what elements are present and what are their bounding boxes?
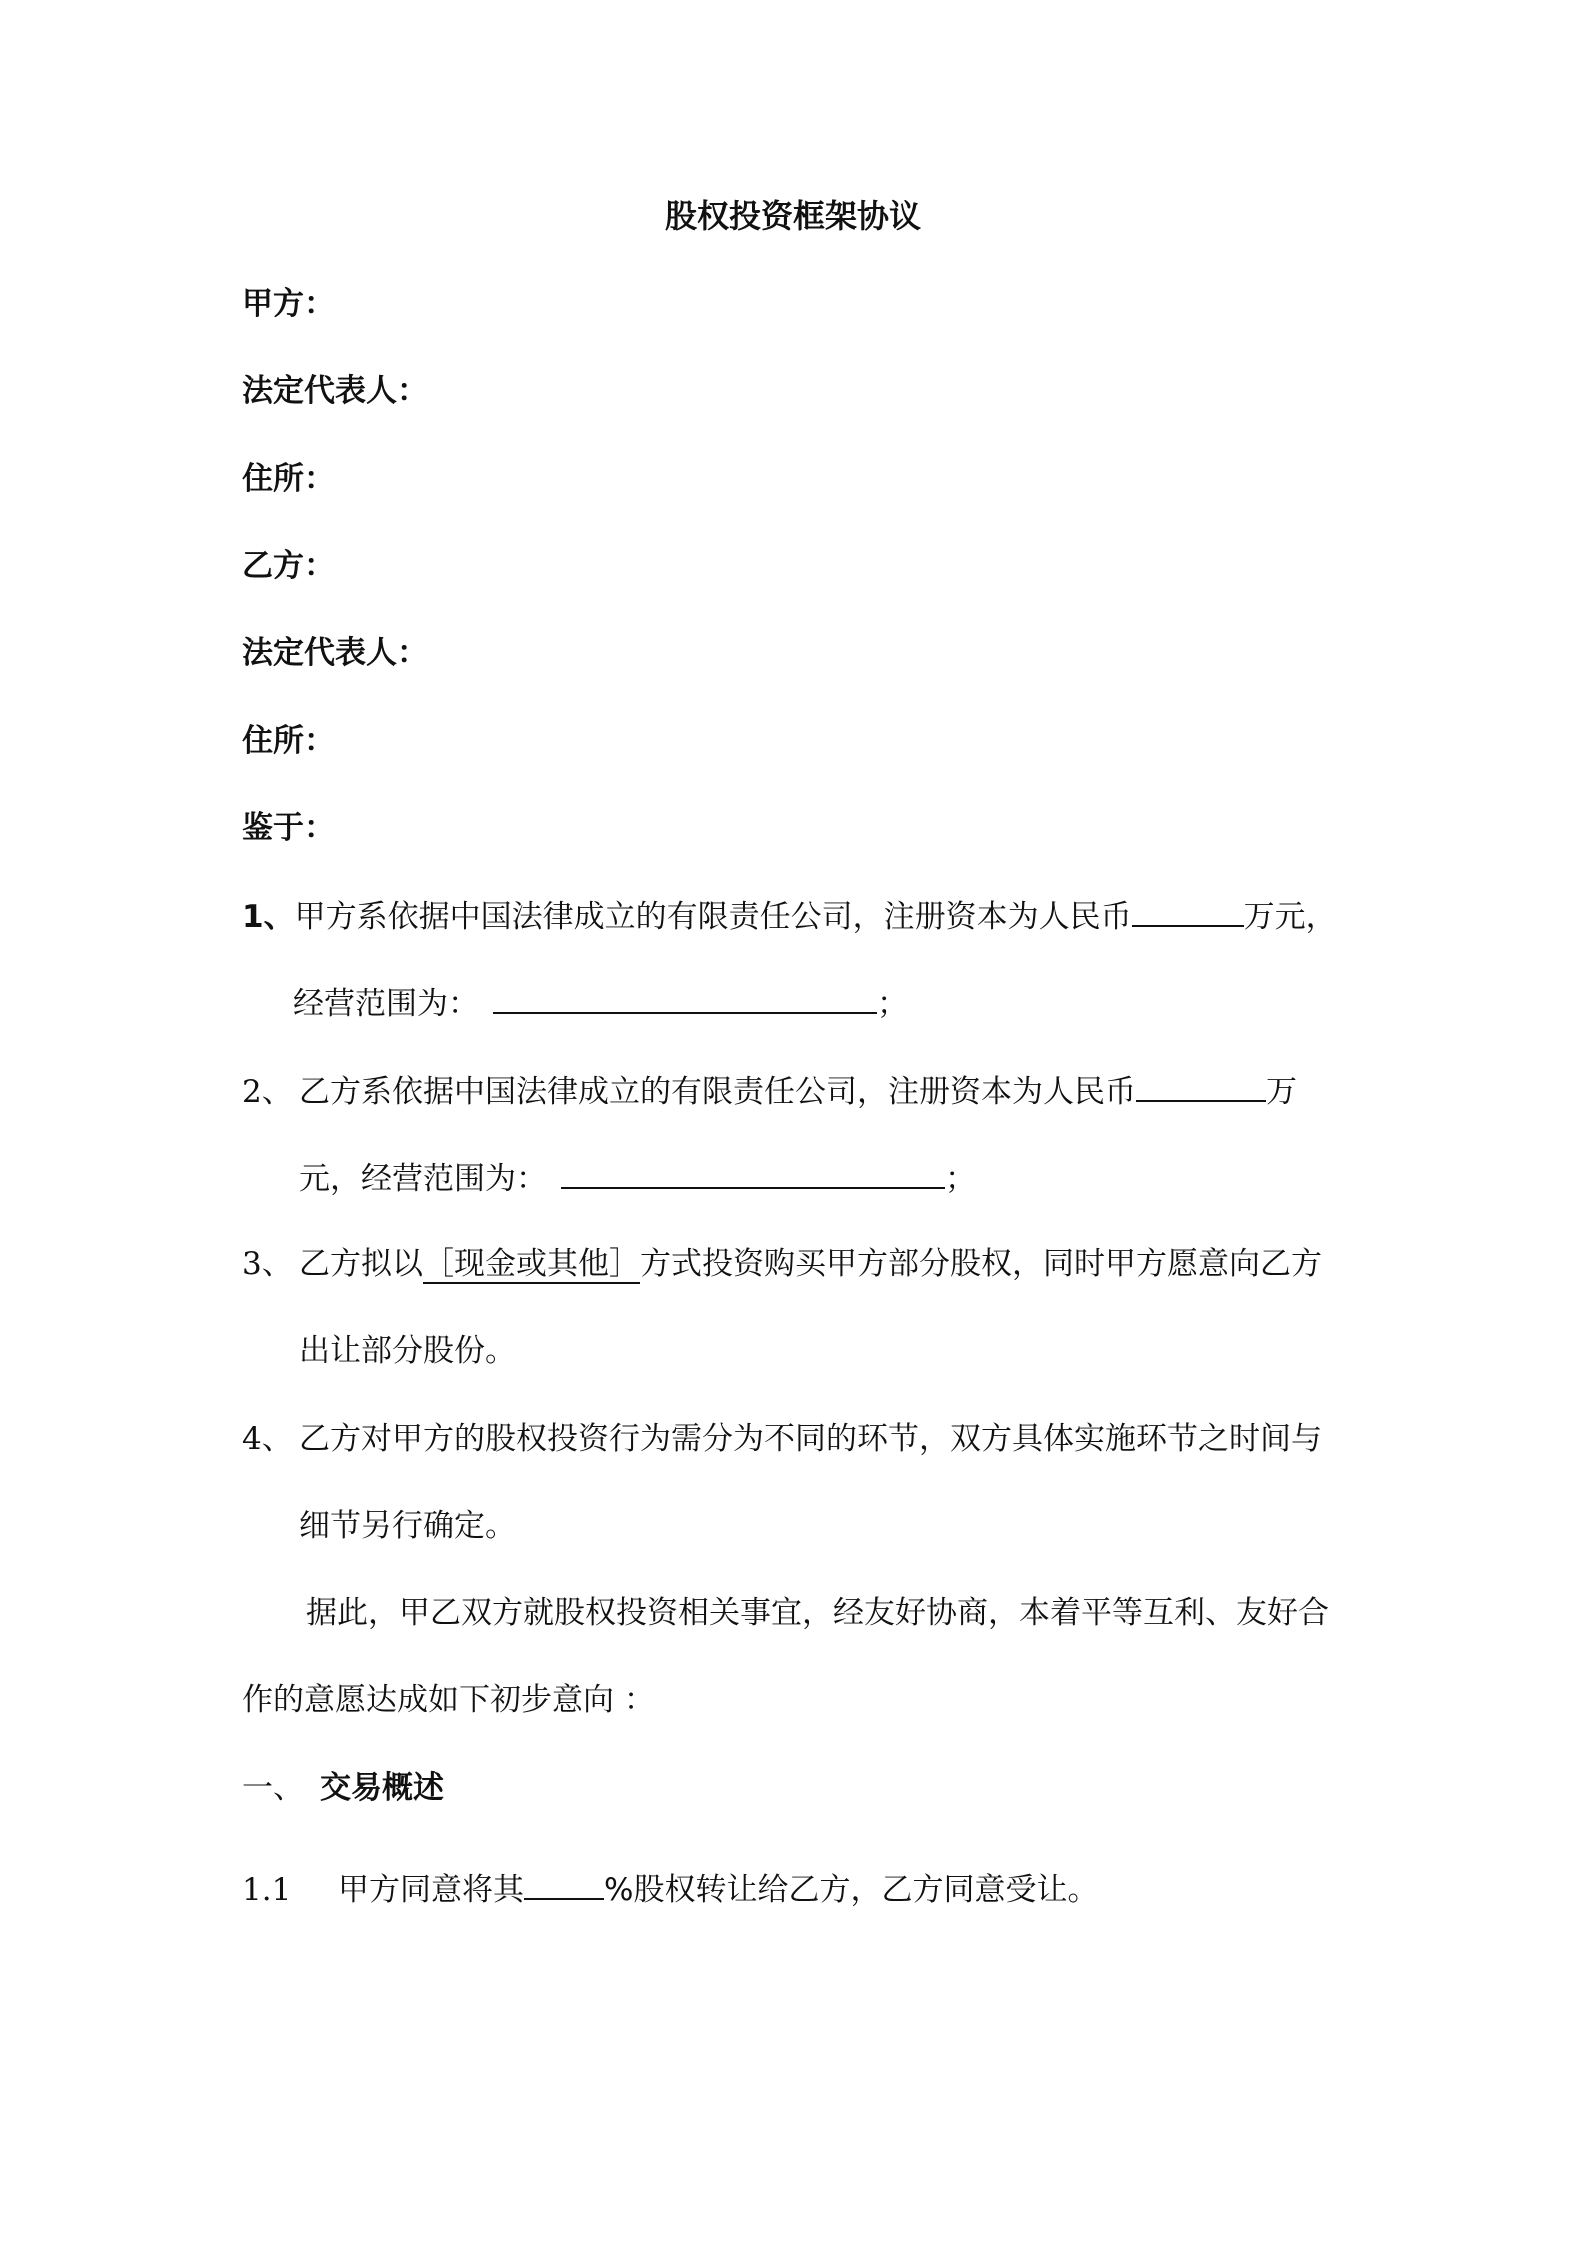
party-a-label: 甲方：	[242, 286, 335, 322]
party-a-representative-label: 法定代表人：	[242, 373, 428, 409]
whereas-item-2	[242, 1070, 1297, 1112]
whereas-item-3-line2: 出让部分股份。	[299, 1333, 516, 1369]
scope-label-a: 经营范围为：	[293, 986, 479, 1022]
party-b-representative-label: 法定代表人：	[242, 635, 428, 671]
whereas-item-4-number: 4、	[242, 1421, 293, 1457]
whereas-item-1-scope	[293, 982, 908, 1024]
scope-blank-b	[561, 1157, 945, 1189]
capital-blank-a	[1132, 895, 1244, 927]
scope-end-a: ；	[877, 986, 908, 1022]
payment-method-field: ［现金或其他］	[423, 1246, 640, 1282]
section-1-heading	[242, 1768, 444, 1808]
party-b-address-label: 住所：	[242, 723, 335, 759]
whereas-item-2-text: 乙方系依据中国法律成立的有限责任公司，注册资本为人民币	[299, 1074, 1136, 1110]
scope-label-b: 元，经营范围为：	[299, 1161, 547, 1197]
party-b-label: 乙方：	[242, 548, 335, 584]
whereas-item-1	[242, 895, 1337, 937]
clause-1-1-text-after: %股权转让给乙方，乙方同意受让。	[604, 1872, 1099, 1908]
preamble-line-1: 据此，甲乙双方就股权投资相关事宜，经友好协商，本着平等互利、友好合	[306, 1595, 1329, 1631]
whereas-item-1-number: 1、	[242, 899, 295, 935]
whereas-item-4-line2: 细节另行确定。	[299, 1508, 516, 1544]
whereas-item-1-text: 甲方系依据中国法律成立的有限责任公司，注册资本为人民币	[294, 899, 1132, 935]
scope-end-b: ；	[945, 1161, 976, 1197]
whereas-heading: 鉴于：	[242, 810, 335, 846]
whereas-item-2-number: 2、	[242, 1074, 293, 1110]
whereas-item-1-unit: 万元，	[1243, 899, 1337, 935]
preamble-line-2: 作的意愿达成如下初步意向 ：	[242, 1682, 655, 1718]
clause-1-1-number: 1.1	[242, 1872, 292, 1908]
whereas-item-3-number: 3、	[242, 1246, 293, 1282]
document-title: 股权投资框架协议	[664, 197, 921, 235]
capital-blank-b	[1136, 1070, 1266, 1102]
clause-1-1	[242, 1868, 1098, 1910]
whereas-item-4-text: 乙方对甲方的股权投资行为需分为不同的环节，双方具体实施环节之时间与	[299, 1421, 1322, 1457]
whereas-item-2-unit: 万	[1266, 1074, 1297, 1110]
whereas-item-3-text-after: 方式投资购买甲方部分股权，同时甲方愿意向乙方	[640, 1246, 1322, 1282]
scope-blank-a	[493, 982, 877, 1014]
party-a-address-label: 住所：	[242, 461, 335, 497]
section-1-number: 一、	[242, 1770, 304, 1806]
equity-percent-blank	[524, 1868, 604, 1900]
whereas-item-3	[242, 1244, 1322, 1284]
whereas-item-4	[242, 1419, 1322, 1459]
whereas-item-2-scope	[299, 1157, 976, 1199]
section-1-title: 交易概述	[320, 1770, 444, 1806]
clause-1-1-text: 甲方同意将其	[338, 1872, 524, 1908]
whereas-item-3-text: 乙方拟以	[299, 1246, 423, 1282]
